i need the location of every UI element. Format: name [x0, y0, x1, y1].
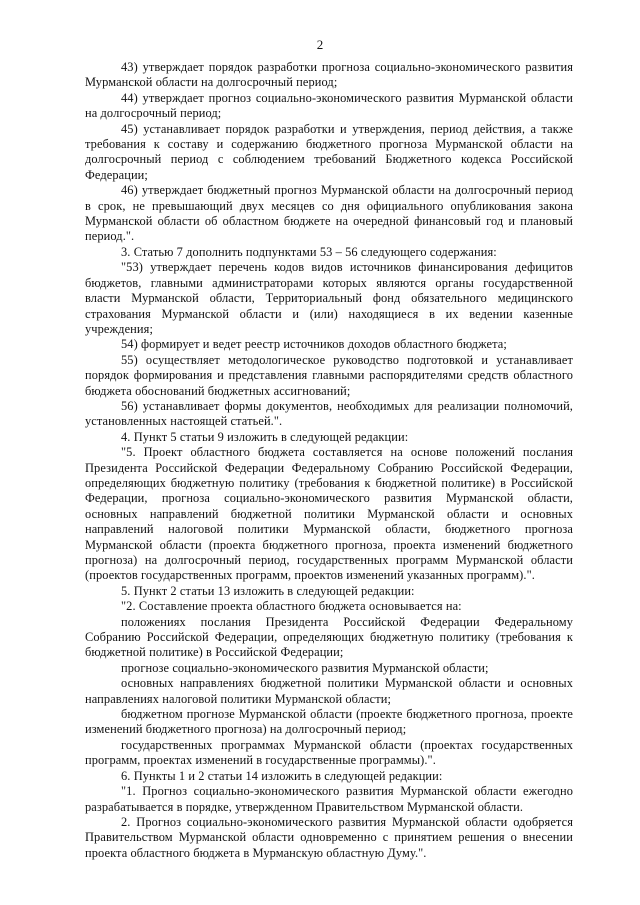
- article-13-point-2-intro: "2. Составление проекта областного бюджета основывается на:: [121, 599, 462, 614]
- article-14-point-1-text: "1. Прогноз социально-экономического развития Мурманской области ежегодно разрабатывается в порядке, утвержденном Правительством Мурманской области.: [85, 784, 573, 814]
- paragraph-45: 45) устанавливает порядок разработки и утверждения, период действия, а также требования к составу и содержанию бюджетного прогноза Мурманской области на долгосрочный период с соблюдением требований Бюджетного кодекса Российской Федерации;: [85, 121, 573, 182]
- amendment-4-heading: 4. Пункт 5 статьи 9 изложить в следующей редакции:: [121, 429, 409, 444]
- paragraph-55: 55) осуществляет методологическое руководство подготовкой и устанавливает порядок формирования и представления главными распорядителями средств областного бюджета обоснований бюджетных ассигнований;: [85, 352, 573, 398]
- article-13-item-budget-forecast: бюджетном прогнозе Мурманской области (проекте бюджетного прогноза, проекте изменений бюджетного прогноза) на долгосрочный период;: [85, 707, 573, 737]
- document-body: [85, 60, 573, 861]
- article-13-item-programs: государственных программах Мурманской области (проектах государственных программ, проектах изменений в государственные программы).".: [85, 737, 573, 768]
- amendment-5-heading: 5. Пункт 2 статьи 13 изложить в следующей редакции:: [121, 583, 415, 598]
- amendment-3-heading: 3. Статью 7 дополнить подпунктами 53 – 56 следующего содержания:: [121, 244, 497, 259]
- article-13-item-forecast: прогнозе социально-экономического развития Мурманской области;: [121, 660, 489, 675]
- paragraph-53: "53) утверждает перечень кодов видов источников финансирования дефицитов бюджетов, главными администраторами которых являются органы государственной власти Мурманской области, Территориальный фонд обязательного медицинского страхования Мурманской области и (или) находящиеся в их ведении казенные учреждения;: [85, 260, 573, 336]
- amendment-6-heading: 6. Пункты 1 и 2 статьи 14 изложить в следующей редакции:: [121, 768, 443, 783]
- page-number: 2: [316, 37, 324, 52]
- paragraph-54: 54) формирует и ведет реестр источников доходов областного бюджета;: [121, 337, 507, 352]
- paragraph-56: 56) устанавливает формы документов, необходимых для реализации полномочий, установленных настоящей статьей.".: [85, 398, 573, 429]
- article-13-item-message: положениях послания Президента Российской Федерации Федеральному Собранию Российской Федерации, определяющих бюджетную политику (требования к бюджетной политике) в Российской Федерации;: [85, 614, 573, 660]
- article-13-item-policy: основных направлениях бюджетной политики Мурманской области и основных направлениях налоговой политики Мурманской области;: [85, 676, 573, 706]
- article-9-point-5-text: "5. Проект областного бюджета составляется на основе положений послания Президента Российской Федерации Федеральному Собранию Российской Федерации, определяющих бюджетную политику (требования к бюджетной политике) в Российской Федерации, прогноза социально-экономического развития Мурманской области, основных направлений бюджетной политики Мурманской области и основных направлений налоговой политики Мурманской области, бюджетного прогноза Мурманской области (проекта бюджетного прогноза, проекта изменений бюджетного прогноза) на долгосрочный период, государственных программ Мурманской области (проектов государственных программ, проектов изменений указанных программ).".: [85, 445, 573, 583]
- paragraph-46: 46) утверждает бюджетный прогноз Мурманской области на долгосрочный период в срок, не превышающий двух месяцев со дня официального опубликования закона Мурманской области об областном бюджете на очередной финансовый год и плановый период.".: [85, 183, 573, 244]
- paragraph-44: 44) утверждает прогноз социально-экономического развития Мурманской области на долгосрочный период;: [85, 90, 573, 121]
- article-14-point-2-text: 2. Прогноз социально-экономического развития Мурманской области одобряется Правительством Мурманской области одновременно с принятием решения о внесении проекта областного бюджета в Мурманскую областную Думу.".: [85, 814, 573, 860]
- paragraph-43: 43) утверждает порядок разработки прогноза социально-экономического развития Мурманской области на долгосрочный период;: [85, 60, 573, 90]
